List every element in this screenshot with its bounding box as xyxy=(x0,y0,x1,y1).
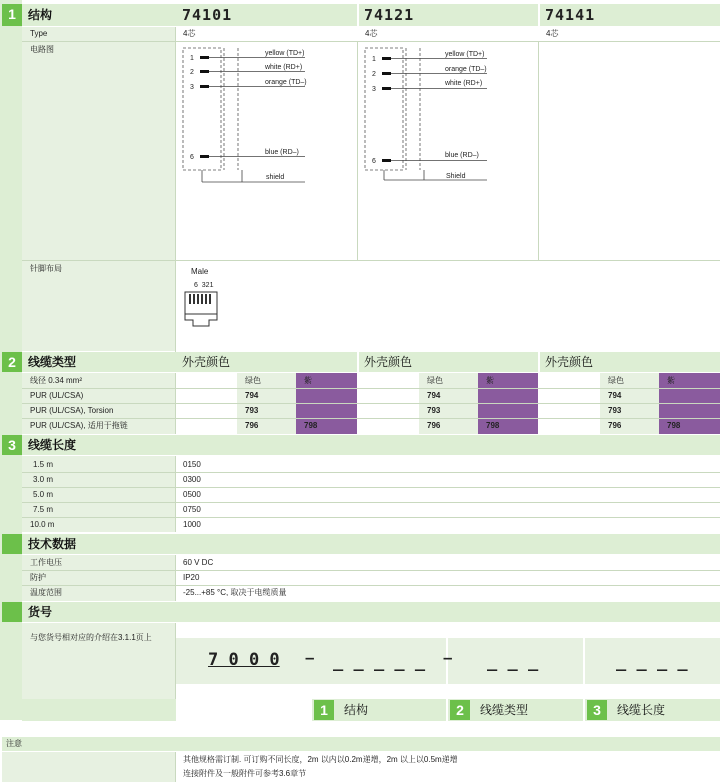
notes-line: 连接附件及一般附件可参考3.6章节 xyxy=(183,769,307,778)
row-divider xyxy=(22,570,720,571)
section2-title: 线缆类型 xyxy=(28,355,77,369)
type-value: 4芯 xyxy=(183,29,196,38)
row-divider xyxy=(22,585,720,586)
order-prefix: 7 0 0 0 xyxy=(208,650,280,670)
circuit-diagram-74121 xyxy=(362,44,512,189)
wire-label: yellow (TD+) xyxy=(445,51,485,58)
order-header xyxy=(22,602,720,622)
length-code: 0150 xyxy=(183,460,201,469)
order-section-marker xyxy=(2,602,22,622)
cable-code: 794 xyxy=(608,391,622,400)
wire-label: white (RD+) xyxy=(265,64,303,71)
notes-label-cell xyxy=(2,752,175,782)
code-74101: 74101 xyxy=(182,6,233,24)
cable-code-violet: 798 xyxy=(667,421,681,430)
section3-header xyxy=(22,435,720,455)
length-code: 1000 xyxy=(183,520,201,529)
cable-code-violet: 798 xyxy=(486,421,500,430)
notes-header xyxy=(2,737,720,751)
length-code: 0750 xyxy=(183,505,201,514)
col-divider xyxy=(175,555,176,601)
tech-label: 防护 xyxy=(30,573,46,582)
section3-title: 线缆长度 xyxy=(28,438,77,452)
cable-type-label: PUR (UL/CSA), 适用于拖链 xyxy=(30,421,128,430)
tech-section-marker xyxy=(2,534,22,554)
col-divider xyxy=(175,752,176,782)
order-blank-length: _ _ _ _ xyxy=(616,652,688,672)
row-divider xyxy=(22,487,720,488)
wire-label: Shield xyxy=(446,173,466,180)
legend-divider xyxy=(583,699,585,721)
housing-color-label: 外壳颜色 xyxy=(545,355,594,369)
tech-header xyxy=(22,534,720,554)
col-divider xyxy=(538,42,539,260)
rj45-connector-icon xyxy=(183,290,221,332)
length-label: 3.0 m xyxy=(33,475,54,484)
cable-code: 796 xyxy=(245,421,259,430)
legend-divider xyxy=(446,699,448,721)
length-label: 5.0 m xyxy=(33,490,54,499)
legend-label: 线缆长度 xyxy=(617,703,666,717)
legend-number: 1 xyxy=(314,700,334,720)
housing-color-label: 外壳颜色 xyxy=(182,355,231,369)
type-label: Type xyxy=(30,29,48,38)
order-note: 与您货号相对应的介绍在3.1.1页上 xyxy=(30,633,152,642)
green-header: 绿色 xyxy=(608,376,624,385)
length-code: 0500 xyxy=(183,490,201,499)
section2-number: 2 xyxy=(2,352,22,372)
pinout-gender: Male xyxy=(191,267,209,276)
green-header: 绿色 xyxy=(245,376,261,385)
wire-label: orange (TD–) xyxy=(265,79,307,86)
header-divider xyxy=(538,352,540,372)
pin-label: 1 xyxy=(372,56,376,63)
col-divider xyxy=(357,42,358,260)
circuit-diagram-74101 xyxy=(180,44,330,189)
header-divider xyxy=(538,4,540,26)
pin-label: 6 xyxy=(190,154,194,161)
legend-label: 线缆类型 xyxy=(480,703,529,717)
wire-label: shield xyxy=(266,174,285,181)
violet-header: 紫 xyxy=(304,376,312,385)
violet-header: 紫 xyxy=(486,376,494,385)
wire-label: blue (RD–) xyxy=(265,149,299,156)
type-value: 4芯 xyxy=(365,29,378,38)
cable-code: 796 xyxy=(427,421,441,430)
section1-title: 结构 xyxy=(28,8,53,22)
type-value: 4芯 xyxy=(546,29,559,38)
pin-label: 2 xyxy=(190,69,194,76)
legend-band xyxy=(22,699,720,721)
order-dash: – xyxy=(443,648,453,667)
cable-gauge-label: 线径 0.34 mm² xyxy=(30,376,83,385)
tech-value: 60 V DC xyxy=(183,558,214,567)
wire-label: white (RD+) xyxy=(445,80,483,87)
pin-label: 6 xyxy=(372,158,376,165)
pinout-label: 针脚布局 xyxy=(30,264,62,273)
cable-code: 796 xyxy=(608,421,622,430)
code-74141: 74141 xyxy=(545,6,596,24)
legend-number: 2 xyxy=(450,700,470,720)
col-divider xyxy=(175,456,176,532)
section3-number: 3 xyxy=(2,435,22,455)
notes-line: 其他规格需订制. 可订购不同长度，2m 以内以0.2m递增，2m 以上以0.5m递增 xyxy=(183,755,458,764)
legend-number: 3 xyxy=(587,700,607,720)
length-code: 0300 xyxy=(183,475,201,484)
tech-label: 温度范围 xyxy=(30,588,62,597)
circuit-label-cell xyxy=(22,42,175,260)
header-divider xyxy=(357,352,359,372)
pin-label: 1 xyxy=(190,55,194,62)
legend-label: 结构 xyxy=(344,703,369,717)
pin-label: 3 xyxy=(190,84,194,91)
wire-label: orange (TD–) xyxy=(445,66,487,73)
row-divider xyxy=(22,517,720,518)
wire-label: blue (RD–) xyxy=(445,152,479,159)
housing-color-label: 外壳颜色 xyxy=(364,355,413,369)
header-divider xyxy=(357,4,359,26)
cable-code: 793 xyxy=(427,406,441,415)
order-blank-structure: _ _ _ _ _ xyxy=(333,652,426,672)
tech-value: -25...+85 °C, 取决于电缆质量 xyxy=(183,588,287,597)
order-blank-cable: _ _ _ xyxy=(487,652,539,672)
cable-type-label: PUR (UL/CSA), Torsion xyxy=(30,406,114,415)
length-label: 10.0 m xyxy=(30,520,55,529)
cable-code: 794 xyxy=(245,391,259,400)
legend-gap xyxy=(176,699,312,721)
band-divider xyxy=(583,638,585,684)
length-label: 7.5 m xyxy=(33,505,54,514)
cable-code-violet: 798 xyxy=(304,421,318,430)
code-74121: 74121 xyxy=(364,6,415,24)
tech-label: 工作电压 xyxy=(30,558,62,567)
length-label: 1.5 m xyxy=(33,460,54,469)
violet-header: 紫 xyxy=(667,376,675,385)
cable-type-label: PUR (UL/CSA) xyxy=(30,391,84,400)
cable-code: 793 xyxy=(245,406,259,415)
cable-code: 793 xyxy=(608,406,622,415)
order-title: 货号 xyxy=(28,605,53,619)
notes-label: 注意 xyxy=(6,739,22,748)
cable-code: 794 xyxy=(427,391,441,400)
pin-label: 3 xyxy=(372,86,376,93)
wire-label: yellow (TD+) xyxy=(265,50,305,57)
section1-number: 1 xyxy=(2,4,22,26)
row-divider xyxy=(22,472,720,473)
pin-label: 2 xyxy=(372,71,376,78)
tech-title: 技术数据 xyxy=(28,537,77,551)
row-divider xyxy=(22,502,720,503)
circuit-label: 电路图 xyxy=(30,45,54,54)
tech-value: IP20 xyxy=(183,573,200,582)
pinout-pin-numbers: 6 321 xyxy=(194,282,214,289)
col-divider xyxy=(175,27,176,352)
order-dash: – xyxy=(305,648,315,667)
green-header: 绿色 xyxy=(427,376,443,385)
